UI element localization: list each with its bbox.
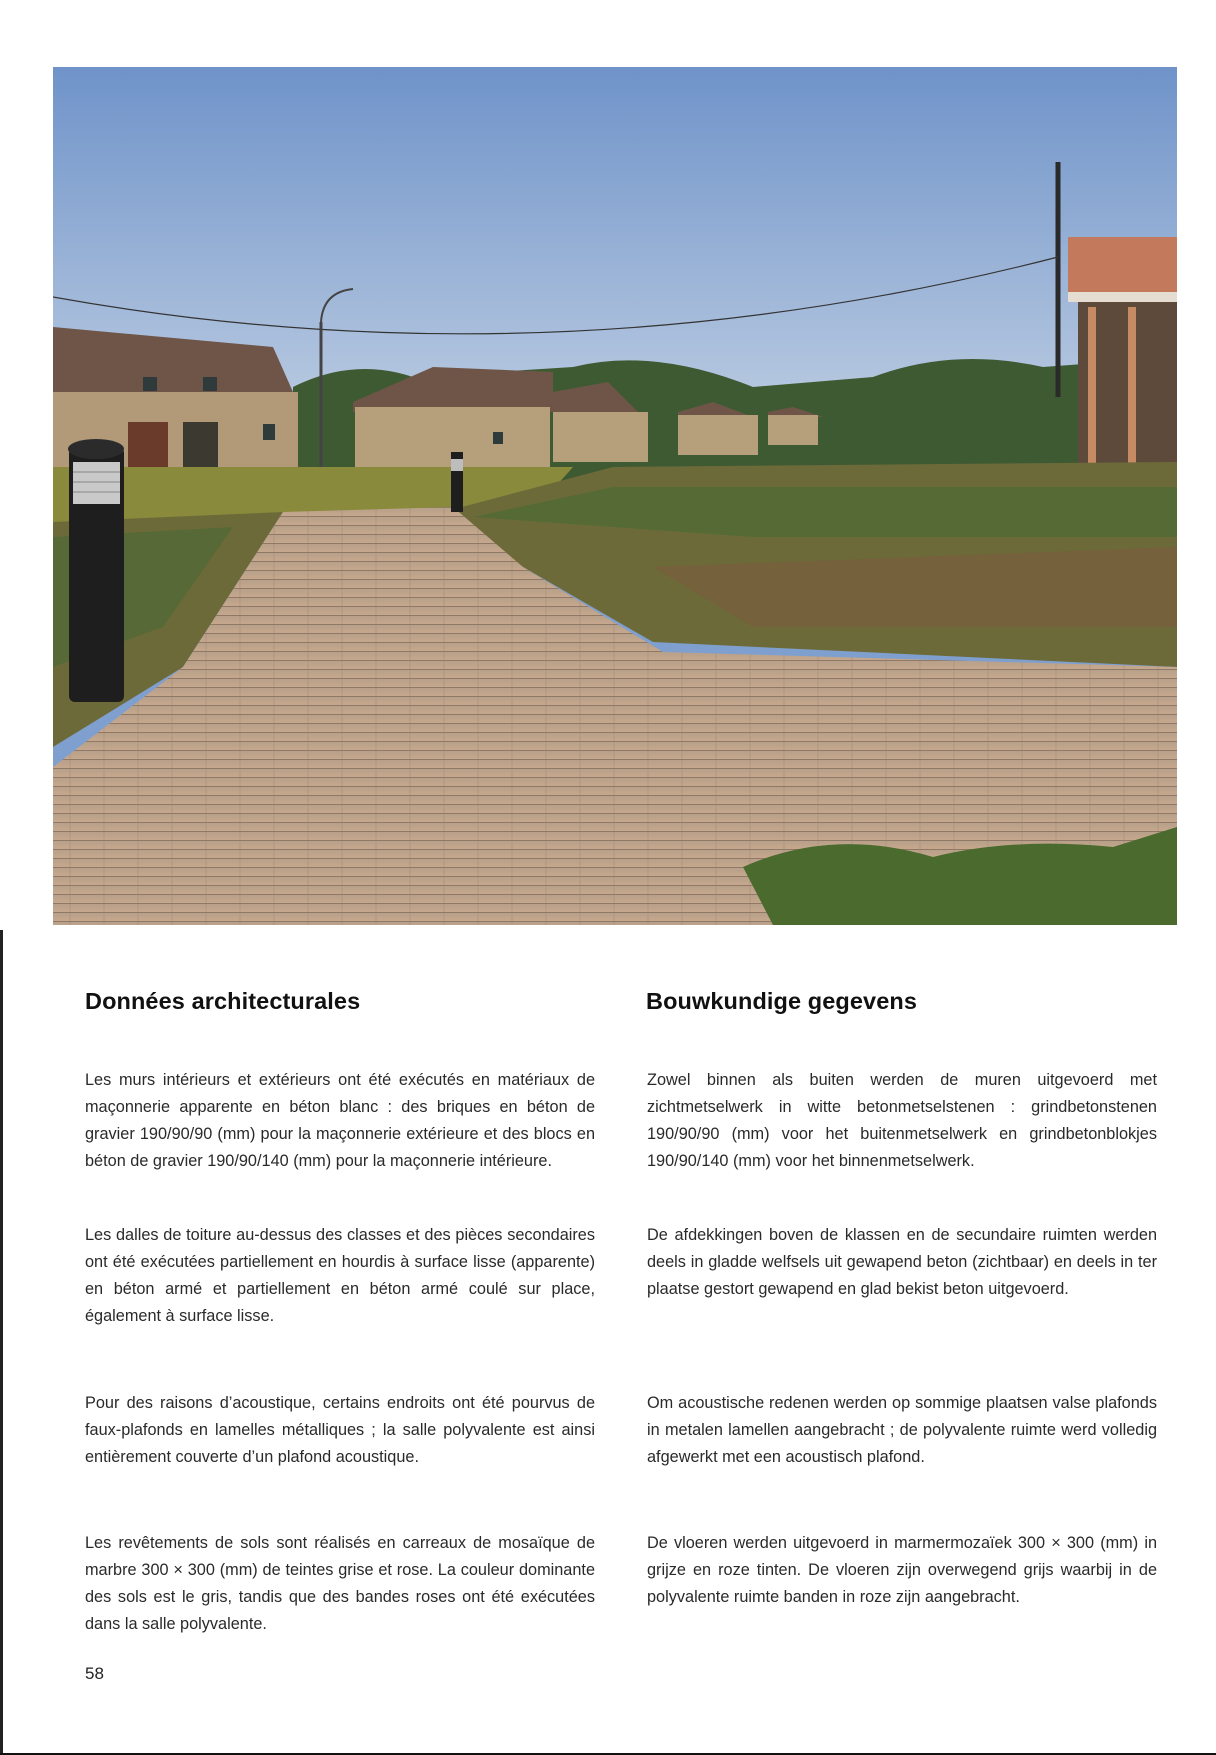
paragraph-nl-floors: De vloeren werden uitgevoerd in marmermozaïek 300 × 300 (mm) in grijze en roze tinten. De vloeren zijn overwegend grijs waarbij in de polyvalente ruimte banden in roze zijn aangebracht.: [647, 1534, 1157, 1606]
paragraph-nl-acoustics: Om acoustische redenen werden op sommige plaatsen valse plafonds in metalen lamellen aangebracht ; de polyvalente ruimte werd volledig afgewerkt met een acoustisch plafond.: [647, 1394, 1157, 1466]
photo-illustration: [53, 67, 1177, 925]
photo-paved-path-houses: [53, 67, 1177, 925]
page-edge-mark: [0, 930, 3, 1755]
paragraph-fr-floors: Les revêtements de sols sont réalisés en carreaux de mosaïque de marbre 300 × 300 (mm) de teintes grise et rose. La couleur dominante des sols est le gris, tandis que des bandes roses ont été exécutées dans la salle polyvalente.: [85, 1534, 595, 1633]
paragraph-fr-roof: Les dalles de toiture au-dessus des classes et des pièces secondaires ont été exécutées partiellement en hourdis à surface lisse (apparente) en béton armé et partiellement en béton armé coulé sur place, également à surface lisse.: [85, 1226, 595, 1325]
school-building: [1068, 237, 1177, 482]
paragraph-nl-walls: Zowel binnen als buiten werden de muren uitgevoerd met zichtmetselwerk in witte betonmetselstenen : grindbetonstenen 190/90/90 (mm) voor het buitenmetselwerk en grindbetonblokjes 190/90/140 (mm) voor het binnenmetselwerk.: [647, 1071, 1157, 1170]
paragraph-fr-walls: Les murs intérieurs et extérieurs ont été exécutés en matériaux de maçonnerie apparente en béton blanc : des briques en béton de gravier 190/90/90 (mm) pour la maçonnerie extérieure et des blocs en béton de gravier 190/90/140 (mm) pour la maçonnerie intérieure.: [85, 1071, 595, 1170]
heading-dutch: Bouwkundige gegevens: [646, 988, 917, 1014]
paragraph-nl-roof: De afdekkingen boven de klassen en de secundaire ruimten werden deels in gladde welfsels uit gewapend beton (zichtbaar) en deels in ter plaatse gestort gewapend en glad bekist beton uitgevoerd.: [647, 1226, 1157, 1298]
page-number: 58: [85, 1664, 104, 1683]
heading-french: Données architecturales: [85, 988, 361, 1014]
bollard-back: [451, 452, 463, 512]
bollard-front: [68, 439, 124, 702]
paragraph-fr-acoustics: Pour des raisons d’acoustique, certains endroits ont été pourvus de faux-plafonds en lamelles métalliques ; la salle polyvalente est ainsi entièrement couverte d’un plafond acoustique.: [85, 1394, 595, 1466]
